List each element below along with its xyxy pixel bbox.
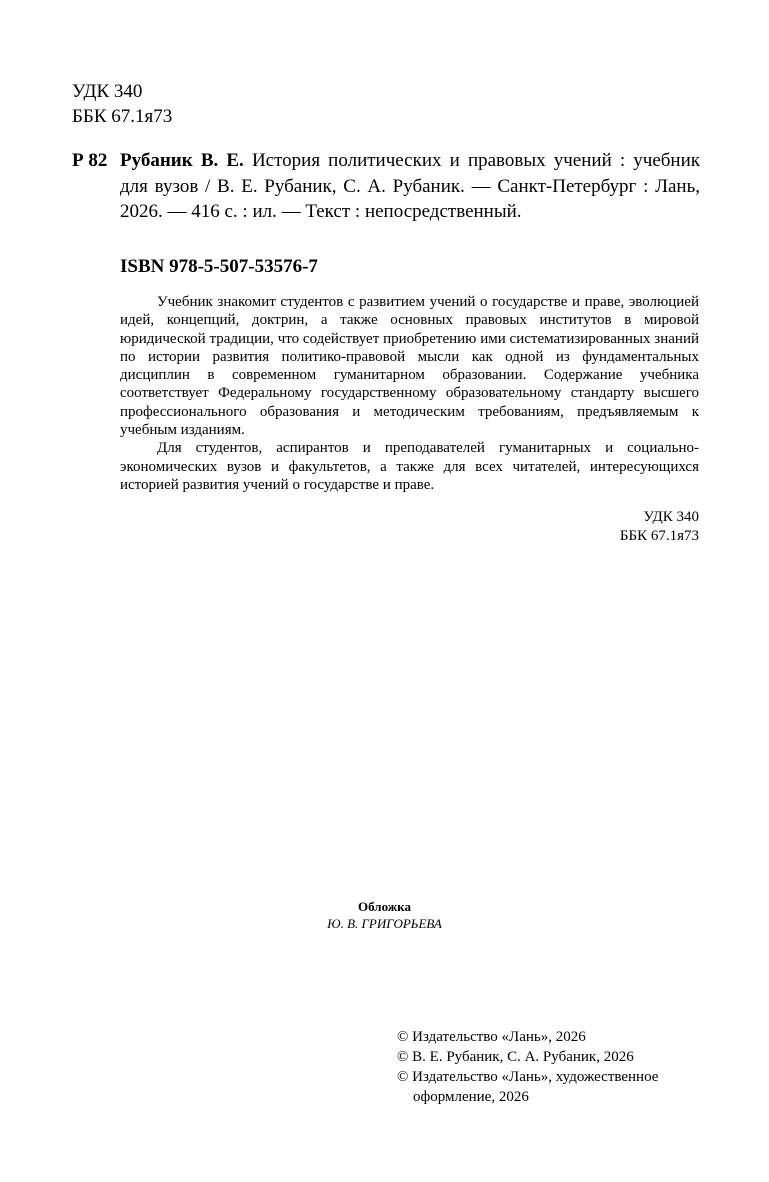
- cover-designer: Ю. В. ГРИГОРЬЕВА: [327, 916, 442, 931]
- udk-code: УДК 340: [643, 509, 699, 525]
- annotation-paragraph: Учебник знакомит студентов с развитием учений о государстве и праве, эволюцией идей, концепций, доктрин, а также основных правовых институтов в мировой юридической традиции, что содействует приобретению ими систематизированных знаний по истории развития политико-правовой мысли как одной из фундаментальных дисциплин в современном гуманитарном образовании. Содержание учебника соответствует Федеральному государственному образовательному стандарту высшего профессионального образования и методическим требованиям, предъявляемым к учебным изданиям.: [120, 294, 699, 439]
- cover-role: Обложка: [358, 899, 411, 914]
- copyright-line: © В. Е. Рубаник, С. А. Рубаник, 2026: [397, 1049, 634, 1065]
- bbk-code: ББК 67.1я73: [619, 528, 699, 544]
- bibliographic-description: [120, 148, 700, 225]
- bibliographic-entry: [72, 148, 700, 225]
- copyright-line: © Издательство «Лань», 2026: [397, 1029, 586, 1045]
- copyright-line: © Издательство «Лань», художественное: [397, 1069, 659, 1085]
- isbn: ISBN 978-5-507-53576-7: [120, 256, 318, 277]
- classification-block-repeat: [500, 508, 699, 546]
- udk-code: УДК 340: [72, 81, 143, 102]
- annotation-paragraph: Для студентов, аспирантов и преподавателей гуманитарных и социально-экономических вузов и факультетов, а также для всех читателей, интересующихся историей развития учений о государстве и праве.: [120, 440, 699, 493]
- author-name: Рубаник В. Е.: [120, 150, 244, 171]
- author-sign: Р 82: [72, 150, 108, 171]
- description-text: История политических и правовых учений : учебник для вузов / В. Е. Рубаник, С. А. Рубаник. — Санкт-Петербург : Лань, 2026. — 416 с. : ил. — Текст : непосредственный.: [120, 150, 700, 222]
- cover-credit: [230, 898, 539, 932]
- annotation: [120, 293, 699, 494]
- copyright-block: [397, 1027, 707, 1107]
- copyright-line: оформление, 2026: [413, 1089, 529, 1105]
- classification-block: [72, 79, 172, 129]
- bbk-code: ББК 67.1я73: [72, 106, 173, 127]
